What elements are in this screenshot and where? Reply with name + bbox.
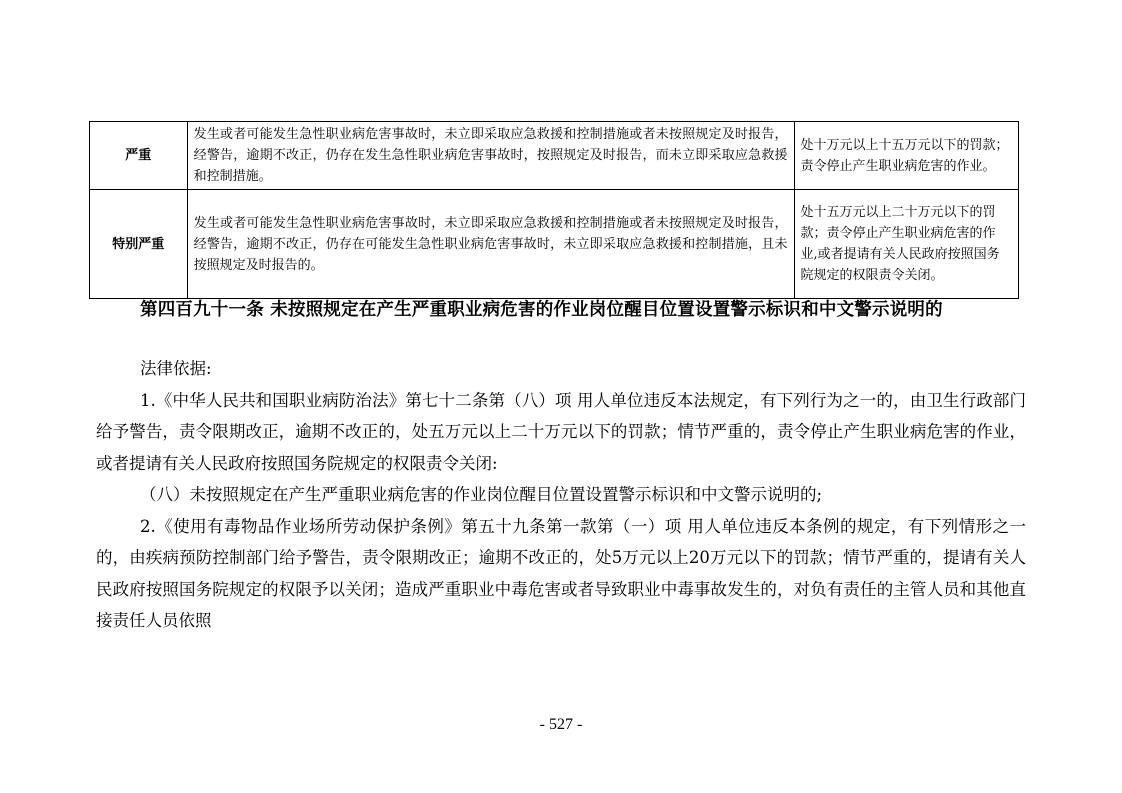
penalty-table xyxy=(89,121,1019,299)
table-row xyxy=(90,122,1019,190)
paragraph: （八）未按照规定在产生严重职业病危害的作业岗位醒目位置设置警示标识和中文警示说明的; xyxy=(140,485,823,504)
violation-condition-cell: 发生或者可能发生急性职业病危害事故时，未立即采取应急救援和控制措施或者未按照规定及时报告，经警告，逾期不改正，仍存在发生急性职业病危害事故时，按照规定及时报告，而未立即采取应急救援和控制措施。 xyxy=(187,122,794,190)
violation-condition-cell: 发生或者可能发生急性职业病危害事故时，未立即采取应急救援和控制措施或者未按照规定及时报告，经警告，逾期不改正，仍存在可能发生急性职业病危害事故时，未立即采取应急救援和控制措施，且未按照规定及时报告的。 xyxy=(187,190,794,299)
article-title: 第四百九十一条 未按照规定在产生严重职业病危害的作业岗位醒目位置设置警示标识和中文警示说明的 xyxy=(140,300,943,320)
severity-level-cell: 严重 xyxy=(90,122,188,190)
severity-level-cell: 特别严重 xyxy=(90,190,188,299)
table-row xyxy=(90,190,1019,299)
paragraph: 1.《中华人民共和国职业病防治法》第七十二条第（八）项 用人单位违反本法规定，有下列行为之一的，由卫生行政部门给予警告，责令限期改正，逾期不改正的，处五万元以上二十万元以下的罚款；情节严重的，责令停止产生职业病危害的作业，或者提请有关人民政府按照国务院规定的权限责令关闭: xyxy=(96,390,1026,473)
legal-basis-body xyxy=(96,353,1026,637)
penalty-cell: 处十五万元以上二十万元以下的罚款；责令停止产生职业病危害的作业,或者提请有关人民政府按照国务院规定的权限责令关闭。 xyxy=(794,190,1018,299)
page-number: - 527 - xyxy=(539,716,583,733)
paragraph: 2.《使用有毒物品作业场所劳动保护条例》第五十九条第一款第（一）项 用人单位违反本条例的规定，有下列情形之一的，由疾病预防控制部门给予警告，责令限期改正；逾期不改正的，处5万元以上20万元以下的罚款；情节严重的，提请有关人民政府按照国务院规定的权限予以关闭；造成严重职业中毒危害或者导致职业中毒事故发生的，对负有责任的主管人员和其他直接责任人员依照 xyxy=(96,516,1026,630)
legal-basis-heading: 法律依据: xyxy=(140,359,212,378)
penalty-cell: 处十万元以上十五万元以下的罚款；责令停止产生职业病危害的作业。 xyxy=(794,122,1018,190)
